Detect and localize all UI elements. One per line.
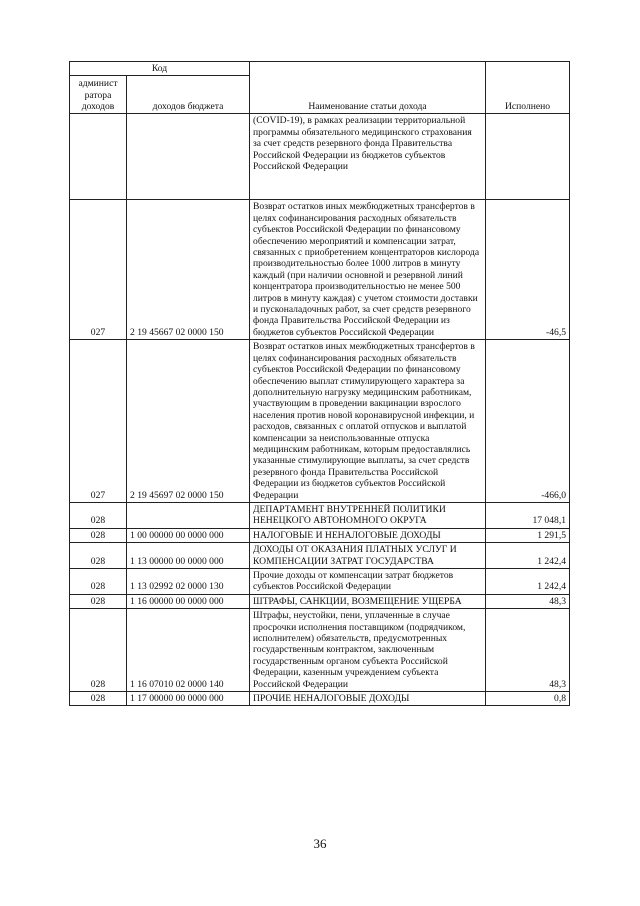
amount-column-header: Исполнено [486,62,570,114]
admin-code-cell [70,114,127,200]
admin-code-cell: 028 [70,609,127,692]
admin-code-cell: 028 [70,692,127,706]
revenue-name-cell: Штрафы, неустойки, пени, уплаченные в случае просрочки исполнения поставщиком (подрядчиком, исполнителем) обязательств, предусмотренных государственным контрактом, заключенным государственным органом субъекта Российской Федерации, казенным учреждением субъекта Российской Федерации [250,609,486,692]
table-row [70,569,570,595]
table-row [70,340,570,503]
revenue-name-cell: ДОХОДЫ ОТ ОКАЗАНИЯ ПЛАТНЫХ УСЛУГ И КОМПЕНСАЦИИ ЗАТРАТ ГОСУДАРСТВА [250,543,486,569]
amount-cell: -46,5 [486,200,570,340]
budget-code-cell: 2 19 45667 02 0000 150 [127,200,250,340]
table-row [70,200,570,340]
amount-cell [486,114,570,200]
budget-code-cell: 1 16 00000 00 0000 000 [127,594,250,608]
admin-code-cell: 027 [70,340,127,503]
budget-code-cell: 2 19 45697 02 0000 150 [127,340,250,503]
table-row [70,692,570,706]
table-body [70,114,570,706]
amount-cell: 1 291,5 [486,528,570,542]
table-row [70,609,570,692]
admin-code-cell: 027 [70,200,127,340]
budget-code-column-header: доходов бюджета [127,76,250,114]
budget-code-cell: 1 17 00000 00 0000 000 [127,692,250,706]
table-row [70,594,570,608]
admin-code-cell: 028 [70,528,127,542]
budget-code-cell: 1 13 00000 00 0000 000 [127,543,250,569]
revenue-table [69,61,570,706]
revenue-name-cell: (COVID-19), в рамках реализации территориальной программы обязательного медицинского страхования за счет средств резервного фонда Правительства Российской Федерации из бюджетов субъектов Российской Федерации [250,114,486,200]
revenue-name-cell: Возврат остатков иных межбюджетных трансфертов в целях софинансирования расходных обязательств субъектов Российской Федерации по финансовому обеспечению мероприятий и компенсации затрат, связанных с приобретением концентраторов кислорода производительностью более 1000 литров в минуту каждый (при наличии основной и резервной линий концентратора производительностью не менее 500 литров в минуту каждая) с учетом стоимости доставки и пусконаладочных работ, за счет средств резервного фонда Правительства Российской Федерации из бюджетов субъектов Российской Федерации [250,200,486,340]
table-row [70,114,570,200]
code-group-header: Код [70,62,250,76]
budget-code-cell: 1 16 07010 02 0000 140 [127,609,250,692]
admin-column-header: админист ратора доходов [70,76,127,114]
amount-cell: 48,3 [486,594,570,608]
table-row [70,528,570,542]
amount-cell: 1 242,4 [486,569,570,595]
admin-code-cell: 028 [70,594,127,608]
admin-code-cell: 028 [70,569,127,595]
name-column-header: Наименование статьи дохода [250,62,486,114]
page-number: 36 [313,836,327,851]
budget-code-cell: 1 00 00000 00 0000 000 [127,528,250,542]
revenue-name-cell: Прочие доходы от компенсации затрат бюджетов субъектов Российской Федерации [250,569,486,595]
revenue-name-cell: ДЕПАРТАМЕНТ ВНУТРЕННЕЙ ПОЛИТИКИ НЕНЕЦКОГО АВТОНОМНОГО ОКРУГА [250,502,486,528]
revenue-name-cell: НАЛОГОВЫЕ И НЕНАЛОГОВЫЕ ДОХОДЫ [250,528,486,542]
admin-code-cell: 028 [70,543,127,569]
revenue-name-cell: ПРОЧИЕ НЕНАЛОГОВЫЕ ДОХОДЫ [250,692,486,706]
header-row-top [70,62,570,76]
table-row [70,502,570,528]
amount-cell: 48,3 [486,609,570,692]
admin-code-cell: 028 [70,502,127,528]
revenue-name-cell: Возврат остатков иных межбюджетных трансфертов в целях софинансирования расходных обязательств субъектов Российской Федерации по финансовому обеспечению выплат стимулирующего характера за дополнительную нагрузку медицинским работникам, участвующим в проведении вакцинации взрослого населения против новой коронавирусной инфекции, и расходов, связанных с оплатой отпусков и выплатой компенсации за неиспользованные отпуска медицинским работникам, которым предоставлялись указанные стимулирующие выплаты, за счет средств резервного фонда Правительства Российской Федерации из бюджетов субъектов Российской Федерации [250,340,486,503]
table-row [70,543,570,569]
amount-cell: 0,8 [486,692,570,706]
amount-cell: 17 048,1 [486,502,570,528]
budget-code-cell [127,114,250,200]
revenue-name-cell: ШТРАФЫ, САНКЦИИ, ВОЗМЕЩЕНИЕ УЩЕРБА [250,594,486,608]
budget-code-cell [127,502,250,528]
amount-cell: 1 242,4 [486,543,570,569]
budget-code-cell: 1 13 02992 02 0000 130 [127,569,250,595]
amount-cell: -466,0 [486,340,570,503]
